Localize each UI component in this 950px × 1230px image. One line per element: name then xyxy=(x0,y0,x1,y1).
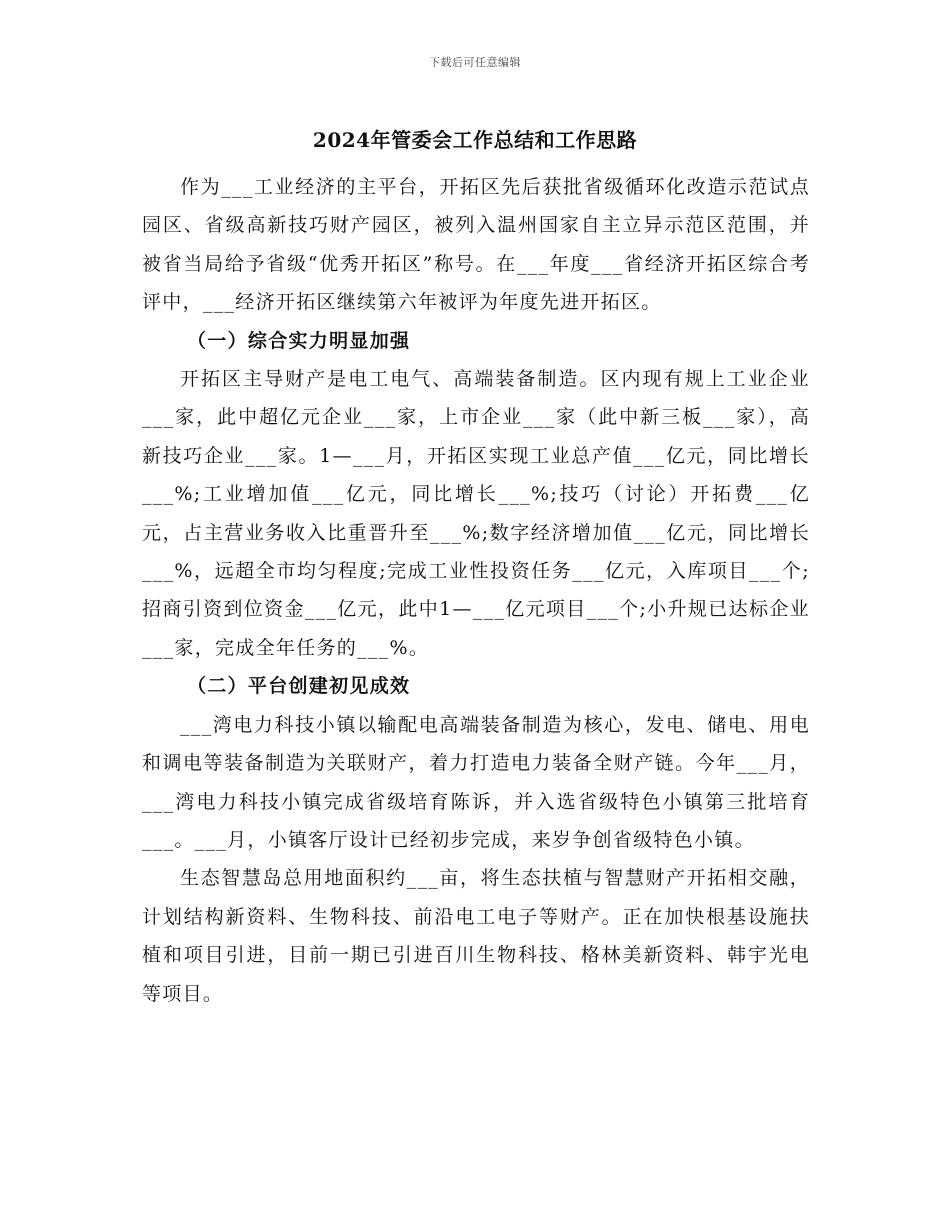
document-body xyxy=(142,168,810,1013)
section-2-paragraph-2: 生态智慧岛总用地面积约___亩，将生态扶植与智慧财产开拓相交融，计划结构新资料、生物科技、前沿电工电子等财产。正在加快根基设施扶植和项目引进，目前一期已引进百川生物科技、格林美新资料、韩宇光电等项目。 xyxy=(142,867,810,1005)
section-heading-1: （一）综合实力明显加强 xyxy=(187,329,411,352)
section-1-paragraph: 开拓区主导财产是电工电气、高端装备制造。区内现有规上工业企业___家，此中超亿元企业___家，上市企业___家（此中新三板___家），高新技巧企业___家。1—___月，开拓区实现工业总产值___亿元，同比增长___%;工业增加值___亿元，同比增长___%;技巧（讨论）开拓费___亿元，占主营业务收入比重晋升至___%;数字经济增加值___亿元，同比增长___%，远超全市均匀程度;完成工业性投资任务___亿元，入库项目___个;招商引资到位资金___亿元，此中1—___亿元项目___个;小升规已达标企业___家，完成全年任务的___%。 xyxy=(142,368,810,659)
section-heading-2: （二）平台创建初见成效 xyxy=(187,675,411,698)
page-header-note: 下载后可任意编辑 xyxy=(429,56,521,69)
section-2-paragraph-1: ___湾电力科技小镇以输配电高端装备制造为核心，发电、储电、用电和调电等装备制造为关联财产，着力打造电力装备全财产链。今年___月，___湾电力科技小镇完成省级培育陈诉，并入选省级特色小镇第三批培育___。___月，小镇客厅设计已经初步完成，来岁争创省级特色小镇。 xyxy=(142,713,810,851)
document-title: 2024年管委会工作总结和工作思路 xyxy=(312,128,638,152)
intro-paragraph: 作为___工业经济的主平台，开拓区先后获批省级循环化改造示范试点园区、省级高新技巧财产园区，被列入温州国家自主立异示范区范围，并被省当局给予省级“优秀开拓区”称号。在___年度___省经济开拓区综合考评中，___经济开拓区继续第六年被评为年度先进开拓区。 xyxy=(142,176,810,314)
